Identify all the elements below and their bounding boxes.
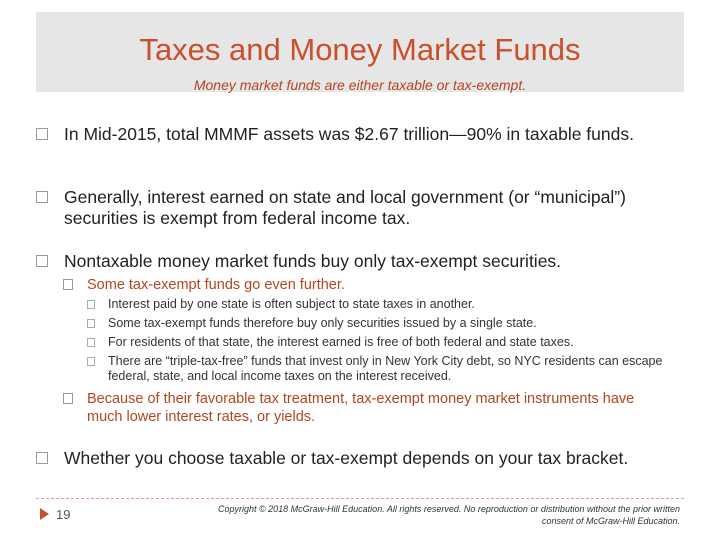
triangle-arrow-icon [40,508,49,520]
slide-subtitle: Money market funds are either taxable or tax-exempt. [193,77,527,93]
page-number: 19 [56,507,71,522]
bullet-text: Interest paid by one state is often subject to state taxes in another. [108,297,475,311]
bullet-text: Because of their favorable tax treatment, tax-exempt money market instruments have much lower interest rates, or yields. [87,391,635,425]
hollow-square-bullet-icon [36,191,48,203]
bullet-text: Whether you choose taxable or tax-exempt depends on your tax bracket. [64,448,629,468]
bullet-text: In Mid-2015, total MMMF assets was $2.67 trillion—90% in taxable funds. [64,124,634,144]
hollow-square-bullet-icon [36,128,48,140]
copyright-notice: Copyright © 2018 McGraw-Hill Education. All rights reserved. No reproduction or distribution without the prior written consent of McGraw-Hill Education. [218,504,680,526]
hollow-square-bullet-icon [87,338,95,347]
hollow-square-bullet-icon [36,452,48,464]
bullet-text: Some tax-exempt funds therefore buy only securities issued by a single state. [108,316,537,330]
hollow-square-bullet-icon [63,279,73,290]
bullet-text: Nontaxable money market funds buy only tax-exempt securities. [64,251,562,271]
bullet-text: Some tax-exempt funds go even further. [87,277,345,293]
hollow-square-bullet-icon [87,300,95,309]
hollow-square-bullet-icon [63,393,73,404]
footer-divider [36,498,684,499]
title-band [36,12,684,92]
hollow-square-bullet-icon [87,357,95,366]
hollow-square-bullet-icon [36,255,48,267]
slide-title: Taxes and Money Market Funds [139,32,581,67]
bullet-text: Generally, interest earned on state and local government (or “municipal”) securities is exempt from federal income tax. [64,187,626,228]
bullet-text: For residents of that state, the interest earned is free of both federal and state taxes. [108,335,574,349]
bullet-text: There are “triple-tax-free” funds that invest only in New York City debt, so NYC residents can escape federal, state, and local income taxes on the interest received. [108,354,663,383]
hollow-square-bullet-icon [87,319,95,328]
